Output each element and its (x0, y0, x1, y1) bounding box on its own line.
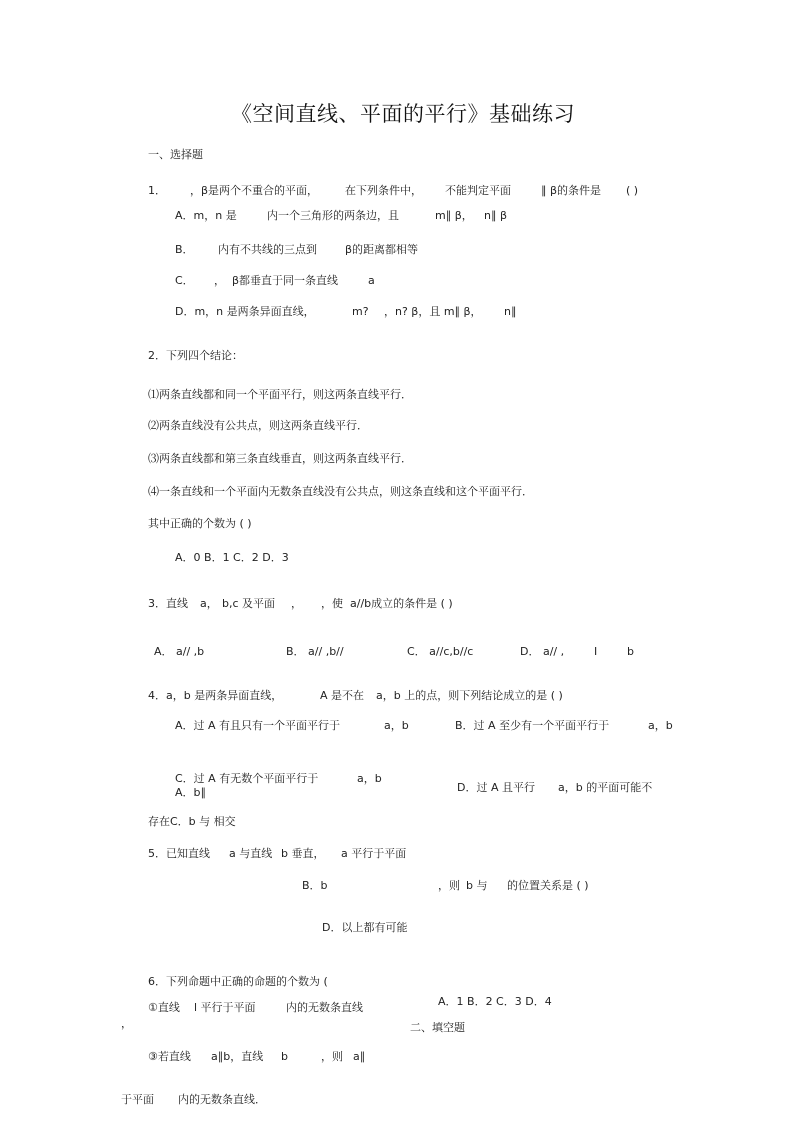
q5-option-d: D．以上都有可能 (322, 921, 408, 934)
q2-options: A．0 B．1 C．2 D．3 (175, 551, 289, 564)
q5-question-part: ，则 (438, 879, 460, 892)
q1-option-d-part: n∥ (504, 305, 517, 318)
q5-options-tail: 存在C．b 与 相交 (148, 815, 236, 828)
q6-tail-part: 内的无数条直线． (178, 1093, 266, 1106)
q5-question-part: b 与 (466, 879, 488, 892)
q6-comma: ， (121, 1017, 132, 1030)
q6-statement-3: ③若直线 (148, 1050, 191, 1063)
q1-option-a-part: 内一个三角形的两条边，且 (267, 209, 399, 222)
section-heading-fill: 二、填空题 (410, 1021, 465, 1034)
q1-stem-number: 1． (148, 184, 166, 197)
q4-stem: 4．a，b 是两条异面直线， (148, 689, 283, 702)
q5-stem-part: a 与直线 (229, 847, 273, 860)
q6-stem: 6．下列命题中正确的命题的个数为 ( (148, 975, 328, 988)
q1-option-d-part: ，n? β，且 m∥ β， (384, 305, 482, 318)
q1-option-c-part: a (368, 274, 375, 287)
q1-answer-paren: ( ) (626, 184, 639, 197)
q3-stem-number: 3．直线 (148, 597, 188, 610)
q2-statement-1: ⑴两条直线都和同一个平面平行，则这两条直线平行． (148, 388, 412, 401)
q3-option-d-part: b (627, 645, 634, 658)
q4-option-b: B．过 A 至少有一个平面平行于 (455, 719, 610, 732)
q5-stem-part: b 垂直， (281, 847, 325, 860)
q5-option-b: B．b (302, 879, 328, 892)
q6-tail: 于平面 (121, 1093, 154, 1106)
q3-stem-part: ， (291, 597, 302, 610)
q3-option-d-part: I (594, 645, 598, 658)
q4-stem-part: a，b 上的点，则下列结论成立的是 ( ) (376, 689, 563, 702)
q3-option-a: A． a// ,b (154, 645, 205, 658)
q6-statement-1-part: l 平行于平面 (194, 1001, 256, 1014)
q2-question: 其中正确的个数为 ( ) (148, 517, 252, 530)
q2-statement-2: ⑵两条直线没有公共点，则这两条直线平行． (148, 419, 368, 432)
q1-stem-part: ∥ β的条件是 (541, 184, 602, 197)
q5-stem: 5．已知直线 (148, 847, 210, 860)
q4-option-a: A．过 A 有且只有一个平面平行于 (175, 719, 341, 732)
q6-statement-3-part: b (281, 1050, 288, 1063)
q1-option-b: B． (175, 243, 194, 256)
q4-option-c-part: a，b (357, 772, 382, 785)
q1-option-b-part: β的距离都相等 (345, 243, 419, 256)
q1-stem-part: ，β是两个不重合的平面， (190, 184, 319, 197)
q4-option-d: D．过 A 且平行 (457, 781, 535, 794)
q5-stem-part: a 平行于平面 (341, 847, 407, 860)
q1-option-c-part: β都垂直于同一条直线 (232, 274, 339, 287)
section-heading-choice: 一、选择题 (148, 148, 203, 161)
page-title: 《空间直线、平面的平行》基础练习 (231, 102, 575, 126)
q4-option-c: C．过 A 有无数个平面平行于 (175, 772, 319, 785)
q4-option-d-part: a，b 的平面可能不 (558, 781, 653, 794)
q1-option-b-part: 内有不共线的三点到 (218, 243, 317, 256)
q6-statement-3-part: a∥b，直线 (211, 1050, 264, 1063)
q6-statement-1-part: 内的无数条直线 (286, 1001, 363, 1014)
q5-question-part: 的位置关系是 ( ) (507, 879, 589, 892)
q3-stem-part: a， (200, 597, 218, 610)
q6-statement-3-part: a∥ (353, 1050, 366, 1063)
q1-option-c: C． (175, 274, 194, 287)
q3-option-d: D． a// , (520, 645, 565, 658)
q4-option-b-part: a，b (648, 719, 673, 732)
q1-option-d: D．m，n 是两条异面直线， (175, 305, 315, 318)
q6-options: A．1 B．2 C．3 D．4 (438, 995, 552, 1008)
q4-option-a-part: a，b (384, 719, 409, 732)
q6-statement-3-part: ，则 (321, 1050, 343, 1063)
q3-stem-part: a//b成立的条件是 ( ) (350, 597, 453, 610)
q1-option-c-part: ， (214, 274, 225, 287)
q5-option-a: A．b∥ (175, 786, 207, 799)
q4-stem-part: A 是不在 (320, 689, 365, 702)
q1-option-a-part: m∥ β， (435, 209, 473, 222)
q3-stem-part: ，使 (321, 597, 343, 610)
q3-stem-part: b,c 及平面 (222, 597, 276, 610)
q3-option-c: C． a//c,b//c (407, 645, 474, 658)
q1-option-a: A．m，n 是 (175, 209, 237, 222)
q1-option-d-part: m? (352, 305, 369, 318)
q1-stem-part: 不能判定平面 (445, 184, 511, 197)
q1-option-a-part: n∥ β (484, 209, 507, 222)
q6-statement-1: ①直线 (148, 1001, 180, 1014)
q1-stem-part: 在下列条件中， (345, 184, 422, 197)
q2-stem: 2．下列四个结论： (148, 349, 243, 362)
q3-option-b: B． a// ,b// (286, 645, 344, 658)
q2-statement-3: ⑶两条直线都和第三条直线垂直，则这两条直线平行． (148, 452, 412, 465)
q2-statement-4: ⑷一条直线和一个平面内无数条直线没有公共点，则这条直线和这个平面平行． (148, 485, 533, 498)
